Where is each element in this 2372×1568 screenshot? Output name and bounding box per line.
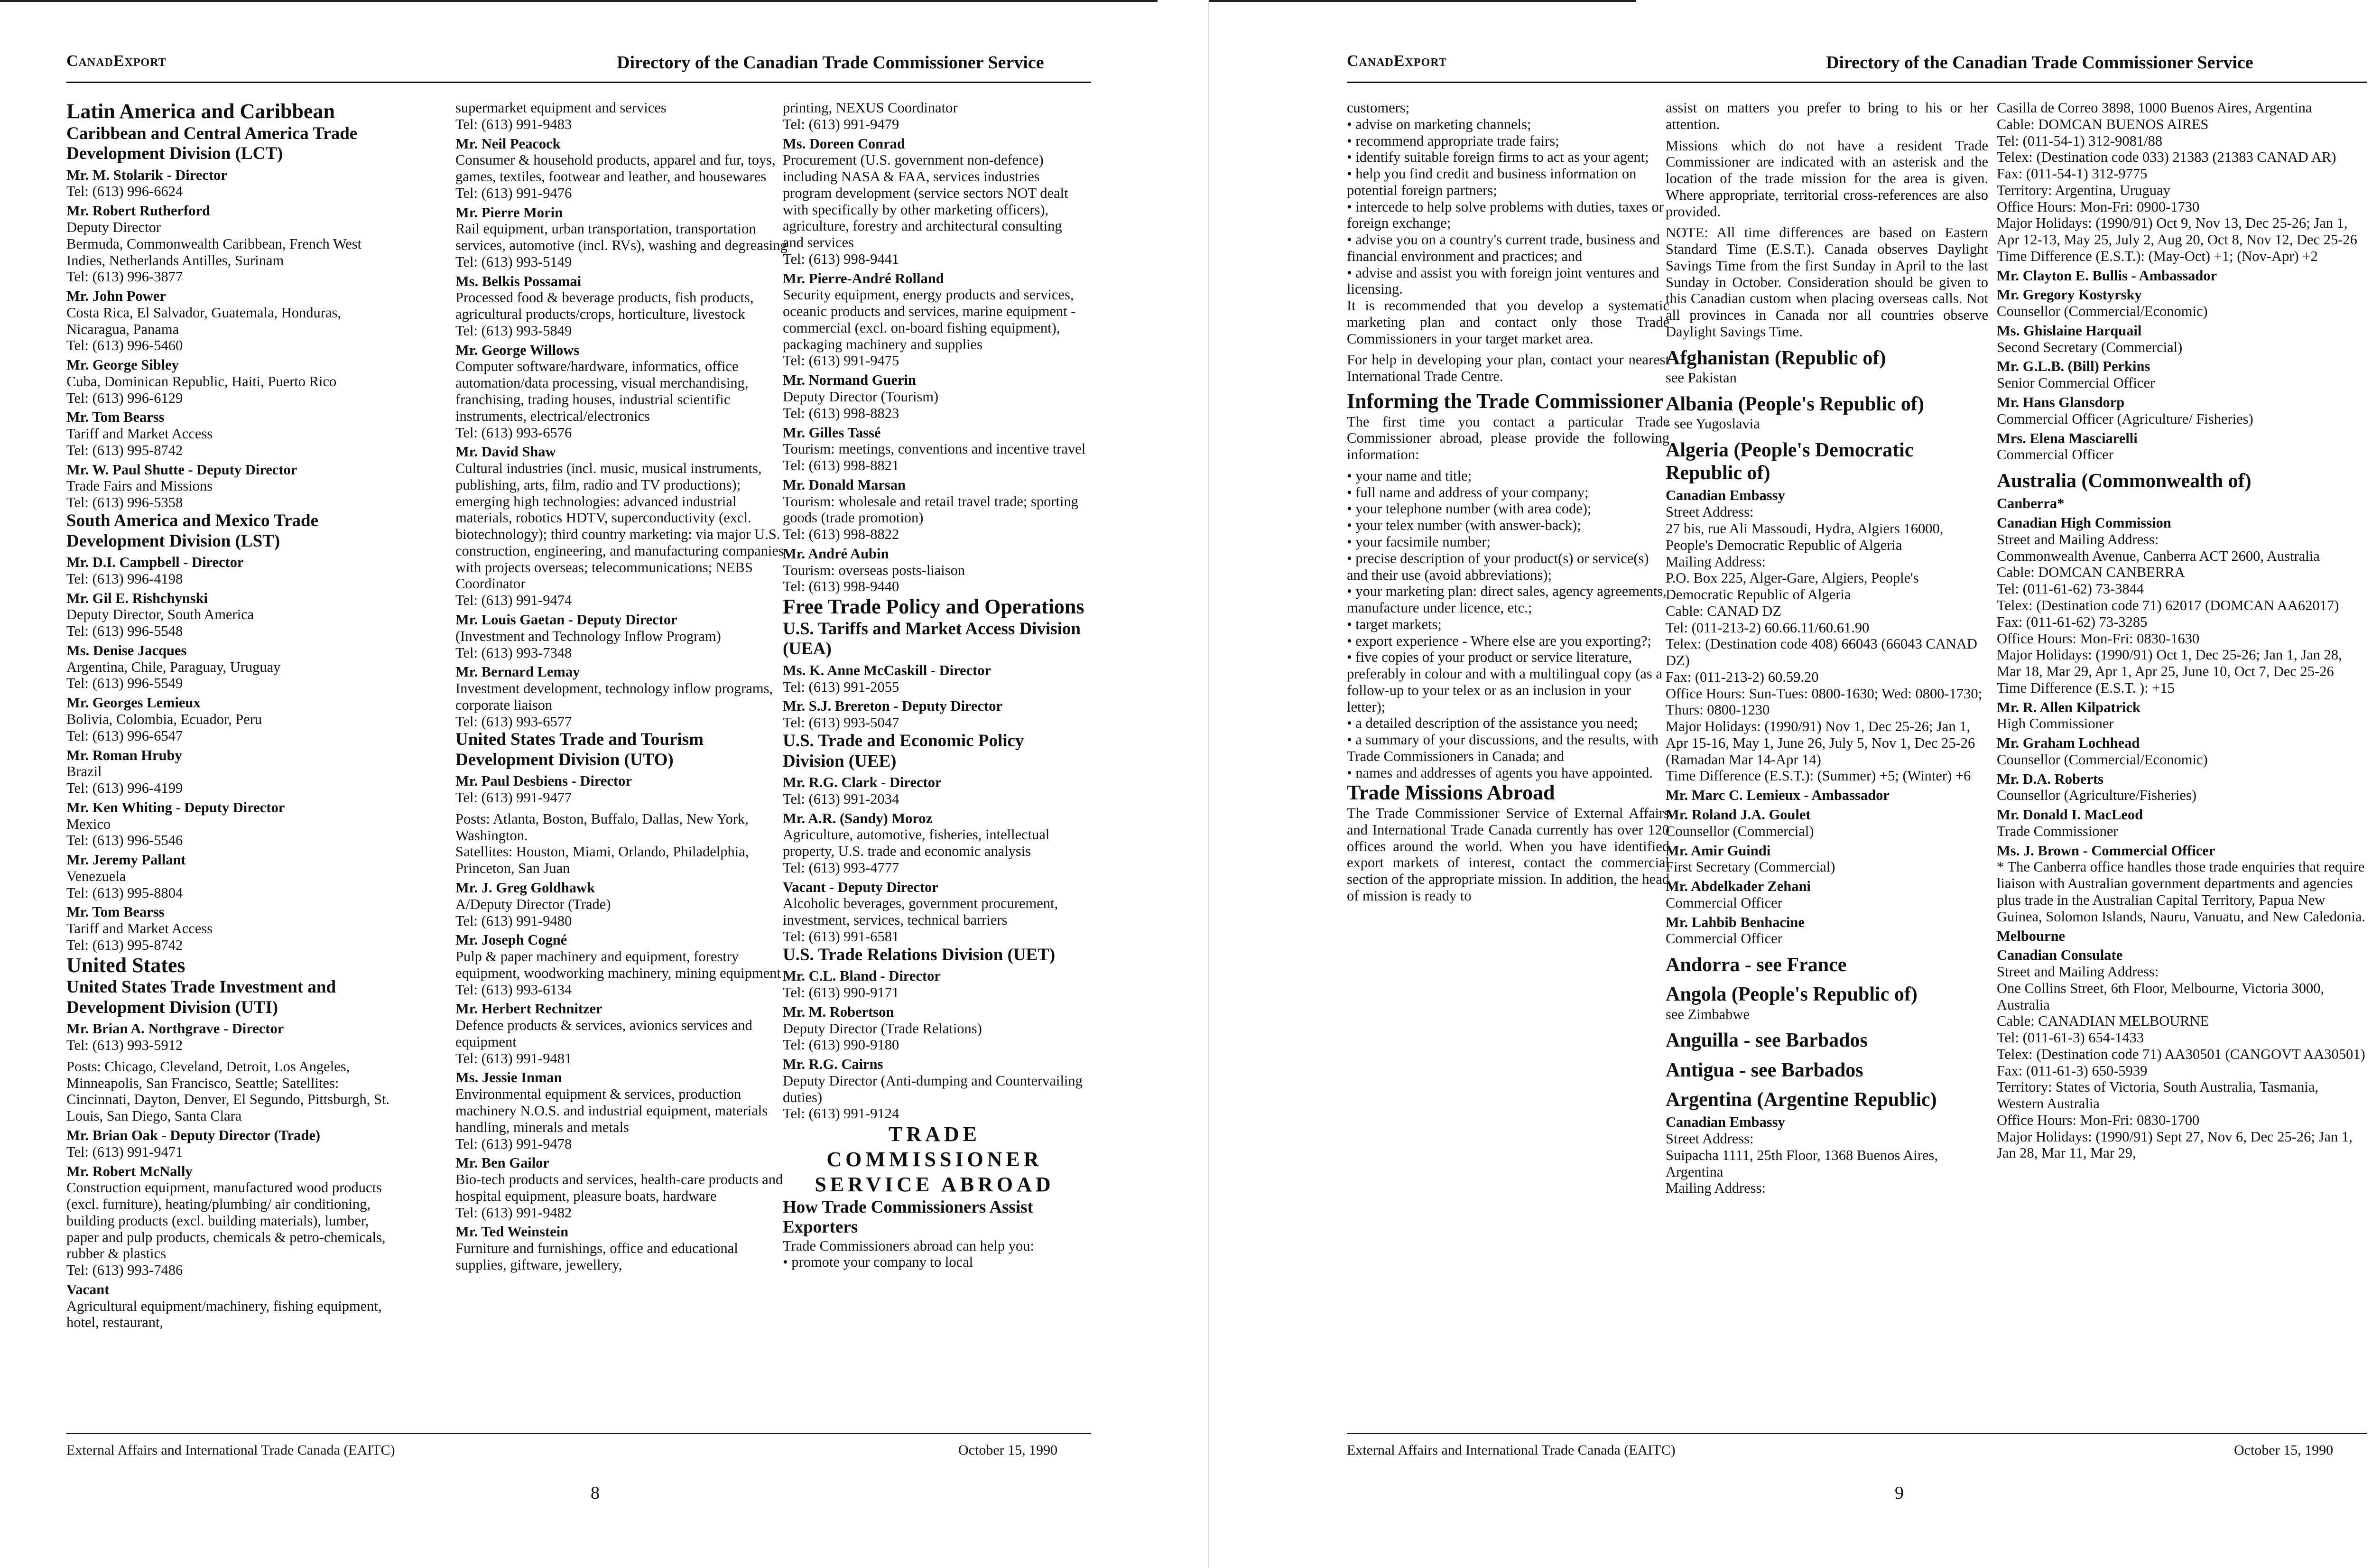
entry-line: Commonwealth Avenue, Canberra ACT 2600, Australia [1997,547,2320,564]
entry-line: Brazil [66,763,102,780]
entry-line: Furniture and furnishings, office and educational supplies, giftware, jewellery, [455,1240,738,1273]
entry-line: Tel: (613) 996-5460 [66,337,183,354]
entry-line: • intercede to help solve problems with duties, taxes or foreign exchange; [1347,198,1664,232]
entry-name: Ms. Denise Jacques [66,642,187,659]
entry-line: Consumer & household products, apparel and fur, toys, games, textiles, footwear and leather, and housewares [455,152,776,185]
paragraph: Missions which do not have a resident Trade Commissioner are indicated with an asterisk and the location of the trade mission for the area is given. Where appropriate, territorial cross-references are also provided. [1666,137,1988,220]
entry-line: Mexico [66,816,111,832]
entry-name: Mr. George Willows [455,342,580,358]
entry-name: Mr. Roland J.A. Goulet [1666,806,1811,823]
entry-name: Mrs. Elena Masciarelli [1997,430,2138,446]
entry-line: Tel: (613) 996-3877 [66,269,183,285]
entry-line: Time Difference (E.S.T. ): +15 [1997,679,2175,696]
entry-name: Mr. R.G. Cairns [783,1056,883,1073]
entry-line: Tel: (613) 996-5549 [66,675,183,692]
entry-line: • precise description of your product(s) or service(s) and their use (avoid abbreviations); [1347,550,1649,583]
footer-publisher: External Affairs and International Trade Canada (EAITC) [66,1442,395,1458]
entry-line: • your name and title; [1347,467,1472,484]
entry-line: Tel: (613) 991-9479 [783,116,899,132]
page-number: 9 [1895,1483,1904,1503]
entry-name: Mr. Brian Oak - Deputy Director (Trade) [66,1127,321,1143]
top-rule [1209,0,1636,2]
entry-name: Mr. Amir Guindi [1666,842,1771,859]
entry-name: Mr. D.A. Roberts [1997,770,2104,787]
country-heading: Australia (Commonwealth of) [1997,470,2252,492]
footer-date: October 15, 1990 [2234,1442,2334,1458]
entry-name: Canadian High Commission [1997,515,2171,531]
entry-line: Deputy Director (Anti-dumping and Countervailing duties) [783,1072,1083,1105]
division-heading: U.S. Trade Relations Division (UET) [783,945,1056,965]
entry-line: Tel: (613) 990-9171 [783,984,899,1001]
entry-line: Tel: (613) 998-8823 [783,405,899,421]
entry-name: Mr. Robert Rutherford [66,203,210,219]
entry-line: customers; [1347,100,1410,116]
entry-line: Tourism: overseas posts-liaison [783,562,965,578]
entry-line: Commercial Officer [1997,446,2113,463]
entry-name: Mr. M. Robertson [783,1003,894,1020]
paragraph: It is recommended that you develop a systematic marketing plan and contact only those Trade Commissioners in your target market area. [1347,297,1669,347]
entry-line: Processed food & beverage products, fish products, agricultural products/crops, horticulture, livestock [455,289,754,323]
paragraph: The Trade Commissioner Service of External Affairs and International Trade Canada currently has over 120 offices around the world. When you have identified export markets of interest, contact the commercial section of the appropriate mission. In addition, the head of mission is ready to [1347,805,1669,904]
entry-line: 27 bis, rue Ali Massoudi, Hydra, Algiers 16000, People's Democratic Republic of Algeria [1666,520,1944,553]
entry-line: Tel: (613) 991-2034 [783,790,899,807]
entry-line: Venezuela [66,868,126,884]
entry-line: Cultural industries (incl. music, musical instruments, publishing, arts, film, radio and TV productions); emerging high technologies: advanced industrial materials, robotics HDTV, superconductivity (excl. biotechnology); third country marketing: via major U.S. construction, engineering, and manufacturing companies with projects overseas; telecommunications; NEBS Coordinator [455,460,784,592]
entry-name: Mr. Tom Bearss [66,409,165,426]
entry-line: • names and addresses of agents you have appointed. [1347,764,1653,781]
entry-line: A/Deputy Director (Trade) [455,896,611,912]
entry-line: Tel: (613) 991-9474 [455,592,572,609]
entry-line: Counsellor (Commercial/Economic) [1997,751,2208,768]
page-right [1209,0,2372,1568]
feature-title: TRADE COMMISSIONER SERVICE ABROAD [815,1123,1055,1196]
entry-line: Investment development, technology inflow programs, corporate liaison [455,680,773,713]
entry-line: Tel: (613) 996-6624 [66,183,183,200]
entry-line: Fax: (011-61-62) 73-3285 [1997,613,2148,630]
division-heading: U.S. Trade and Economic Policy Division (UEE) [783,731,1024,771]
entry-line: Territory: States of Victoria, South Australia, Tasmania, Western Australia [1997,1079,2319,1112]
entry-line: Street and Mailing Address: [1997,964,2159,980]
entry-line: Major Holidays: (1990/91) Oct 9, Nov 13, Dec 25-26; Jan 1, Apr 12-13, May 25, July 2, Aug 20, Oct 8, Nov 12, Dec 25-26 [1997,215,2357,248]
entry-name: Canadian Embassy [1666,487,1785,504]
entry-name: Mr. S.J. Brereton - Deputy Director [783,698,1003,714]
entry-line: Tel: (613) 993-6577 [455,713,572,730]
entry-line: Agricultural equipment/machinery, fishing equipment, hotel, restaurant, [66,1298,382,1331]
entry-line: Commercial Officer (Agriculture/ Fisheries) [1997,410,2253,427]
entry-line: Deputy Director (Trade Relations) [783,1020,982,1037]
entry-line: Office Hours: Mon-Fri: 0830-1630 [1997,630,2200,647]
division-heading: U.S. Tariffs and Market Access Division (UEA) [783,619,1081,659]
country-heading: Andorra - see France [1666,954,1847,976]
entry-line: Deputy Director (Tourism) [783,389,939,405]
entry-name: Mr. Robert McNally [66,1163,193,1179]
entry-line: • advise on marketing channels; [1347,116,1531,132]
entry-name: Mr. Ted Weinstein [455,1224,569,1240]
entry-line: Procurement (U.S. government non-defence) including NASA & FAA, services industries program development (service sectors NOT dealt with specifically by other marketing officers), agriculture, forestry and architectural consulting and services [783,152,1068,251]
paragraph: The first time you contact a particular Trade Commissioner abroad, please provide the following information: [1347,413,1669,463]
entry-line: Telex: (Destination code 033) 21383 (21383 CANAD AR) [1997,149,2336,166]
paragraph: assist on matters you prefer to bring to his or her attention. [1666,100,1988,132]
entry-line: Tel: (613) 991-9475 [783,353,899,369]
entry-line: Senior Commercial Officer [1997,375,2155,391]
entry-name: Mr. Normand Guerin [783,372,916,389]
entry-line: • target markets; [1347,616,1442,632]
entry-line: Tel: (613) 991-9478 [455,1135,572,1152]
entry-line: Tel: (613) 991-9480 [455,912,572,929]
entry-name: Mr. G.L.B. (Bill) Perkins [1997,358,2150,375]
entry-line: • promote your company to local [783,1254,973,1271]
entry-line: Security equipment, energy products and services, oceanic products and services, marine equipment - commercial (excl. on-board fishing equipment), packaging machinery and supplies [783,287,1076,353]
entry-line: Territory: Argentina, Uruguay [1997,182,2170,198]
entry-name: Mr. D.I. Campbell - Director [66,554,244,571]
entry-line: Time Difference (E.S.T.): (May-Oct) +1; (Nov-Apr) +2 [1997,248,2318,264]
entry-name: Mr. W. Paul Shutte - Deputy Director [66,461,297,478]
section-heading: United States [66,953,185,977]
entry-name: Mr. Joseph Cogné [455,932,567,948]
entry-line: Rail equipment, urban transportation, transportation services, automotive (incl. RVs), washing and degreasing [455,221,788,254]
entry-name: Canadian Consulate [1997,947,2123,964]
left-column-2 [455,100,788,1423]
entry-line: Satellites: Houston, Miami, Orlando, Philadelphia, Princeton, San Juan [455,844,749,877]
entry-name: Mr. Paul Desbiens - Director [455,773,632,789]
section-heading: Latin America and Caribbean [66,100,335,123]
entry-line: Posts: Atlanta, Boston, Buffalo, Dallas, New York, Washington. [455,810,749,844]
entry-line: Trade Commissioner [1997,823,2118,839]
entry-name: Mr. Hans Glansdorp [1997,394,2125,411]
entry-name: Mr. John Power [66,288,166,305]
entry-line: Pulp & paper machinery and equipment, forestry equipment, woodworking machinery, mining equipment [455,948,781,981]
footer-publisher: External Affairs and International Trade Canada (EAITC) [1347,1442,1676,1458]
country-heading: Argentina (Argentine Republic) [1666,1089,1937,1111]
entry-line: Tel: (613) 993-5149 [455,253,572,270]
entry-line: Commercial Officer [1666,894,1782,911]
entry-line: Major Holidays: (1990/91) Sept 27, Nov 6, Dec 25-26; Jan 1, Jan 28, Mar 11, Mar 29, [1997,1128,2353,1161]
entry-line: Tel: (613) 993-6576 [455,424,572,441]
footer-rule [1347,1433,2367,1434]
entry-line: Tel: (613) 993-6134 [455,981,572,998]
entry-name: Mr. Lahbib Benhacine [1666,914,1805,930]
entry-line: Tourism: wholesale and retail travel trade; sporting goods (trade promotion) [783,493,1078,526]
entry-line: High Commissioner [1997,715,2114,732]
header-rule [1347,82,2367,83]
entry-line: • identify suitable foreign firms to act as your agent; [1347,149,1649,166]
entry-name: Mr. André Aubin [783,545,889,562]
entry-line: • a summary of your discussions, and the results, with Trade Commissioners in Canada; and [1347,732,1659,764]
entry-line: Street and Mailing Address: [1997,531,2159,547]
entry-line: Counsellor (Commercial/Economic) [1997,303,2208,320]
country-heading: Afghanistan (Republic of) [1666,347,1886,369]
entry-line: Fax: (011-54-1) 312-9775 [1997,166,2148,182]
entry-name: Ms. K. Anne McCaskill - Director [783,662,991,678]
entry-line: Tel: (613) 998-8822 [783,526,899,543]
entry-name: Mr. Pierre-André Rolland [783,270,944,287]
directory-title-left: Directory of the Canadian Trade Commissioner Service [617,53,1044,73]
entry-line: • your facsimile number; [1347,533,1491,550]
entry-line: Tel: (613) 995-8742 [66,442,183,458]
country-heading: Algeria (People's Democratic Republic of) [1666,439,1914,484]
footer-date: October 15, 1990 [958,1442,1058,1458]
entry-line: Argentina, Chile, Paraguay, Uruguay [66,659,281,675]
entry-line: Tel: (613) 991-9471 [66,1143,183,1160]
entry-line: Tel: (613) 996-4199 [66,780,183,797]
country-heading: Antigua - see Barbados [1666,1059,1863,1081]
entry-name: Mr. A.R. (Sandy) Moroz [783,810,933,826]
entry-name: Ms. J. Brown - Commercial Officer [1997,842,2215,859]
entry-line: Posts: Chicago, Cleveland, Detroit, Los Angeles, Minneapolis, San Francisco, Seattle; Satellites: Cincinnati, Dayton, Denver, El Segundo, Pittsburgh, St. Louis, San Diego, Santa Clara [66,1058,390,1124]
entry-line: Office Hours: Sun-Tues: 0800-1630; Wed: 0800-1730; Thurs: 0800-1230 [1666,685,1983,718]
entry-name: Ms. Ghislaine Harquail [1997,322,2142,339]
entry-line: Tel: (613) 993-4777 [783,859,899,876]
entry-line: Tel: (613) 996-6547 [66,727,183,744]
entry-line: Trade Commissioners abroad can help you: [783,1237,1034,1254]
page-number: 8 [591,1483,600,1503]
entry-name: Mr. R. Allen Kilpatrick [1997,699,2141,715]
entry-line: Tel: (613) 998-9441 [783,251,899,267]
entry-line: P.O. Box 225, Alger-Gare, Algiers, People's Democratic Republic of Algeria [1666,570,1919,603]
entry-name: Mr. Ben Gailor [455,1155,549,1171]
entry-name: Mr. Roman Hruby [66,747,182,763]
entry-line: supermarket equipment and services [455,100,667,116]
entry-line: Tel: (613) 996-6129 [66,390,183,406]
entry-name: Vacant [66,1281,110,1298]
entry-line: • advise and assist you with foreign joint ventures and licensing. [1347,264,1659,297]
entry-line: Tel: (613) 996-5358 [66,494,183,511]
right-column-1 [1347,100,1669,1423]
entry-line: • your telephone number (with area code); [1347,501,1592,517]
entry-line: Tariff and Market Access [66,920,213,937]
entry-name: Mr. C.L. Bland - Director [783,968,941,984]
entry-name: Mr. Neil Peacock [455,135,561,152]
entry-line: - see Yugoslavia [1666,416,1760,432]
entry-line: see Zimbabwe [1666,1006,1750,1022]
country-heading: Albania (People's Republic of) [1666,393,1924,415]
entry-line: Office Hours: Mon-Fri: 0900-1730 [1997,198,2200,215]
entry-line: Bolivia, Colombia, Ecuador, Peru [66,711,262,727]
entry-line: Counsellor (Agriculture/Fisheries) [1997,787,2196,804]
entry-line: • your marketing plan: direct sales, agency agreements, manufacture under licence, etc.; [1347,583,1667,616]
entry-name: Mr. Louis Gaetan - Deputy Director [455,611,677,628]
entry-line: Tourism: meetings, conventions and incentive travel [783,441,1086,457]
entry-line: • five copies of your product or service literature, preferably in colour and with a multilingual copy (as a follow-up to your telex or as an inclusion in your letter); [1347,649,1662,715]
entry-name: Mr. Marc C. Lemieux - Ambassador [1666,787,1890,804]
entry-line: Tel: (613) 991-2055 [783,678,899,695]
entry-line: Telex: (Destination code 71) 62017 (DOMCAN AA62017) [1997,597,2339,613]
entry-line: • advise you on a country's current trade, business and financial environment and practices; and [1347,232,1660,264]
entry-line: Tel: (011-54-1) 312-9081/88 [1997,132,2163,149]
entry-line: Tel: (613) 991-9483 [455,116,572,132]
entry-line: Cuba, Dominican Republic, Haiti, Puerto Rico [66,373,337,390]
entry-line: Computer software/hardware, informatics, office automation/data processing, visual merchandising, franchising, trading houses, industrial scientific instruments, electrical/electronics [455,358,749,424]
masthead-right: CanadExport [1347,52,1447,70]
entry-line: Tel: (613) 991-9124 [783,1105,899,1122]
entry-name: Mr. David Shaw [455,444,556,460]
paragraph: For help in developing your plan, contact your nearest International Trade Centre. [1347,352,1669,385]
entry-line: Counsellor (Commercial) [1666,823,1814,839]
entry-line: • your telex number (with answer-back); [1347,517,1581,534]
entry-line: Tel: (011-61-62) 73-3844 [1997,581,2144,597]
entry-line: Office Hours: Mon-Fri: 0830-1700 [1997,1112,2200,1128]
entry-line: Tel: (613) 996-5548 [66,623,183,640]
section-heading: Informing the Trade Commissioner [1347,390,1663,413]
entry-line: Bio-tech products and services, health-care products and hospital equipment, pleasure boats, hardware [455,1171,783,1204]
entry-name: Melbourne [1997,928,2066,944]
right-column-2 [1666,100,1988,1423]
entry-line: Alcoholic beverages, government procurement, investment, services, technical barriers [783,895,1058,928]
entry-line: Suipacha 1111, 25th Floor, 1368 Buenos Aires, Argentina [1666,1147,1938,1180]
paragraph: NOTE: All time differences are based on Eastern Standard Time (E.S.T.). Canada observes Daylight Savings Time from the first Sunday in April to the last Sunday in October. Consideration should be given to this Canadian custom when placing overseas calls. Not all provinces in Canada nor all countries observe Daylight Savings Time. [1666,224,1988,340]
entry-line: Tel: (613) 996-5546 [66,832,183,849]
entry-line: Tel: (011-213-2) 60.66.11/60.61.90 [1666,619,1870,636]
entry-line: Mailing Address: [1666,1180,1766,1197]
entry-line: Deputy Director, South America [66,606,254,623]
entry-line: (Investment and Technology Inflow Program) [455,628,721,644]
entry-line: Tel: (613) 991-9477 [455,789,572,806]
entry-line: • a detailed description of the assistance you need; [1347,715,1638,732]
footer-rule [66,1433,1091,1434]
top-rule [0,0,1158,2]
entry-line: Fax: (011-61-3) 650-5939 [1997,1062,2148,1079]
entry-line: • export experience - Where else are you exporting?; [1347,632,1651,649]
entry-line: Tel: (613) 998-8821 [783,457,899,474]
entry-line: Street Address: [1666,504,1754,520]
right-column-3 [1997,100,2367,1423]
entry-name: Vacant - Deputy Director [783,879,938,895]
entry-line: printing, NEXUS Coordinator [783,100,958,116]
entry-name: Mr. J. Greg Goldhawk [455,880,595,896]
entry-name: Mr. R.G. Clark - Director [783,774,942,791]
entry-line: Second Secretary (Commercial) [1997,339,2183,355]
entry-name: Mr. Ken Whiting - Deputy Director [66,799,285,816]
entry-name: Mr. Pierre Morin [455,204,563,221]
entry-name: Mr. Georges Lemieux [66,695,201,711]
entry-line: Telex: (Destination code 71) AA30501 (CANGOVT AA30501) [1997,1046,2365,1062]
entry-name: Mr. Gil E. Rishchynski [66,590,208,606]
entry-line: Casilla de Correo 3898, 1000 Buenos Aires, Argentina [1997,100,2312,116]
entry-line: see Pakistan [1666,370,1737,386]
entry-name: Mr. Clayton E. Bullis - Ambassador [1997,267,2217,284]
entry-line: • help you find credit and business information on potential foreign partners; [1347,166,1637,198]
entry-line: Tel: (011-61-3) 654-1433 [1997,1030,2144,1046]
entry-line: Cable: DOMCAN BUENOS AIRES [1997,116,2209,132]
division-heading: Caribbean and Central America Trade Development Division (LCT) [66,123,358,164]
entry-line: Construction equipment, manufactured wood products (excl. furniture), heating/plumbing/ air conditioning, building products (excl. building materials), lumber, paper and pulp products, chemicals & petro-chemicals, rubber & plastics [66,1179,386,1262]
country-heading: Angola (People's Republic of) [1666,983,1918,1006]
spacer [455,806,788,811]
entry-name: Mr. Gregory Kostyrsky [1997,287,2142,303]
entry-line: Tel: (613) 993-5912 [66,1037,183,1054]
entry-line: Mailing Address: [1666,553,1766,570]
entry-line: Time Difference (E.S.T.): (Summer) +5; (Winter) +6 [1666,768,1971,784]
entry-line: Cable: CANADIAN MELBOURNE [1997,1013,2209,1030]
entry-name: Mr. Bernard Lemay [455,664,580,680]
entry-line: Tel: (613) 993-7486 [66,1262,183,1279]
country-heading: Anguilla - see Barbados [1666,1030,1868,1052]
entry-name: Ms. Doreen Conrad [783,135,905,152]
division-heading: United States Trade and Tourism Development Division (UTO) [455,730,704,770]
entry-line: Bermuda, Commonwealth Caribbean, French West Indies, Netherlands Antilles, Surinam [66,235,362,269]
directory-title-right: Directory of the Canadian Trade Commissioner Service [1826,53,2253,73]
entry-name: Ms. Jessie Inman [455,1069,562,1086]
entry-line: Commercial Officer [1666,930,1782,947]
entry-line: Tel: (613) 990-9180 [783,1037,899,1053]
entry-line: Deputy Director [66,219,161,235]
entry-name: Canberra* [1997,495,2065,512]
entry-line: Major Holidays: (1990/91) Nov 1, Dec 25-26; Jan 1, Apr 15-16, May 1, June 26, July 5, Nov 1, Dec 25-26 (Ramadan Mar 14-Apr 14) [1666,718,1975,768]
division-heading: United States Trade Investment and Development Division (UTI) [66,977,336,1017]
entry-line: Tel: (613) 991-9476 [455,185,572,201]
entry-line: Defence products & services, avionics services and equipment [455,1017,752,1050]
entry-line: Agriculture, automotive, fisheries, intellectual property, U.S. trade and economic analysis [783,826,1050,860]
entry-line: Tel: (613) 996-4198 [66,570,183,587]
entry-line: Tel: (613) 998-9440 [783,578,899,595]
entry-line: Tariff and Market Access [66,426,213,442]
entry-line: One Collins Street, 6th Floor, Melbourne, Victoria 3000, Australia [1997,980,2325,1013]
entry-line: Environmental equipment & services, production machinery N.O.S. and industrial equipment, materials handling, minerals and metals [455,1086,768,1135]
section-heading: Free Trade Policy and Operations [783,595,1084,619]
entry-name: Ms. Belkis Possamai [455,273,582,289]
entry-line: Tel: (613) 991-6581 [783,928,899,945]
entry-name: Mr. Graham Lochhead [1997,735,2140,752]
section-heading: Trade Missions Abroad [1347,781,1555,805]
entry-name: Canadian Embassy [1666,1114,1785,1131]
entry-name: Mr. Gilles Tassé [783,424,881,441]
entry-line: Cable: CANAD DZ [1666,603,1781,619]
entry-line: • full name and address of your company; [1347,484,1589,501]
entry-name: Mr. Donald Marsan [783,476,906,493]
entry-name: Mr. Tom Bearss [66,904,165,920]
entry-line: Trade Fairs and Missions [66,478,213,494]
entry-line: Tel: (613) 995-8742 [66,937,183,953]
entry-name: Mr. Donald I. MacLeod [1997,807,2143,823]
entry-name: Mr. Abdelkader Zehani [1666,878,1811,895]
entry-line: • recommend appropriate trade fairs; [1347,132,1559,149]
entry-line: Telex: (Destination code 408) 66043 (66043 CANAD DZ) [1666,636,1977,669]
entry-line: Fax: (011-213-2) 60.59.20 [1666,668,1819,685]
entry-line: Costa Rica, El Salvador, Guatemala, Honduras, Nicaragua, Panama [66,304,341,337]
entry-name: Mr. Herbert Rechnitzer [455,1001,602,1017]
entry-line: Tel: (613) 993-5849 [455,322,572,339]
entry-line: First Secretary (Commercial) [1666,859,1835,875]
entry-line: * The Canberra office handles those trade enquiries that require liaison with Australian government departments and agencies plus trade in the Australian Capital Territory, Papua New Guinea, Solomon Islands, Nauru, Vanuatu, and New Caledonia. [1997,859,2366,925]
entry-name: Mr. Jeremy Pallant [66,852,186,868]
entry-line: Tel: (613) 995-8804 [66,884,183,901]
division-heading: How Trade Commissioners Assist Exporters [783,1197,1033,1237]
left-column-3 [783,100,1086,1423]
entry-name: Mr. M. Stolarik - Director [66,167,227,183]
entry-line: Cable: DOMCAN CANBERRA [1997,564,2185,581]
entry-line: Tel: (613) 993-7348 [455,644,572,661]
division-heading: South America and Mexico Trade Development Division (LST) [66,511,318,551]
entry-line: Major Holidays: (1990/91) Oct 1, Dec 25-26; Jan 1, Jan 28, Mar 18, Mar 29, Apr 1, Apr 25, June 10, Oct 7, Dec 25-26 [1997,647,2342,680]
entry-line: Tel: (613) 991-9482 [455,1204,572,1221]
entry-line: Tel: (613) 993-5047 [783,714,899,731]
masthead-left: CanadExport [66,52,167,70]
entry-line: Street Address: [1666,1131,1754,1147]
header-rule [66,82,1091,83]
left-column-1 [66,100,398,1423]
entry-line: Tel: (613) 991-9481 [455,1050,572,1067]
spacer [66,1054,398,1058]
entry-name: Mr. George Sibley [66,357,179,373]
entry-name: Mr. Brian A. Northgrave - Director [66,1021,284,1037]
